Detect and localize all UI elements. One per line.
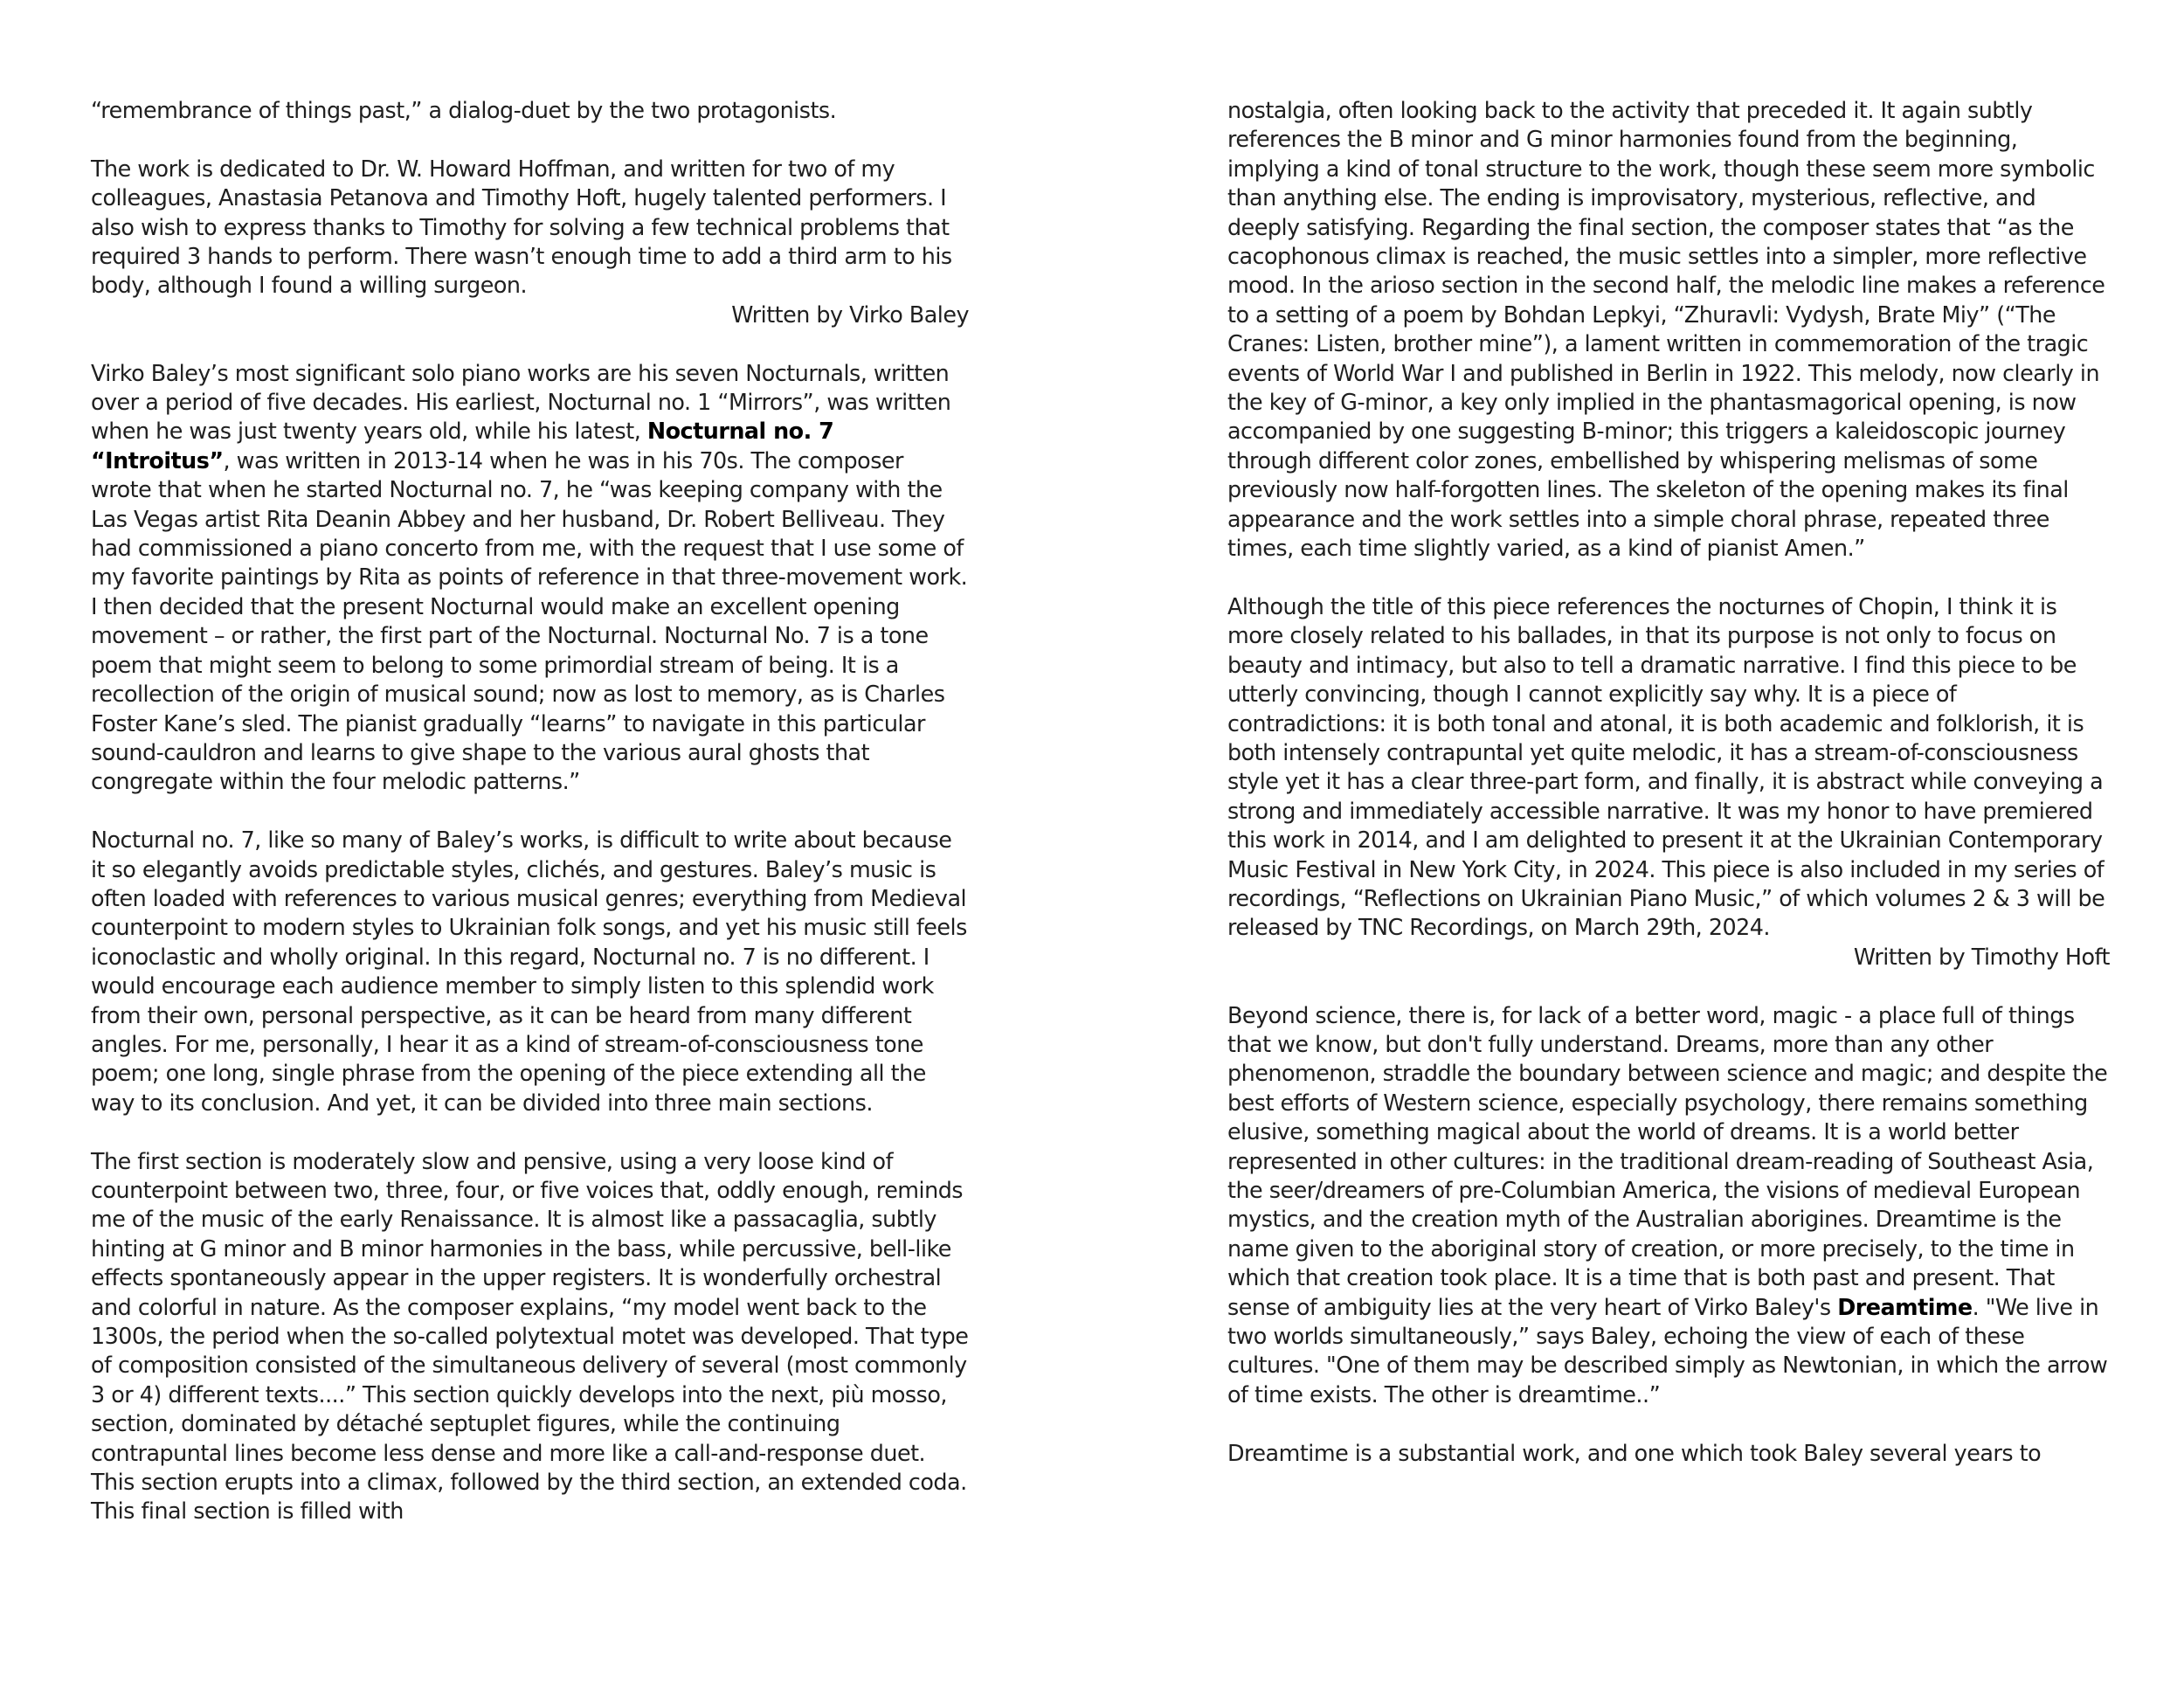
paragraph: “remembrance of things past,” a dialog-duet by the two protagonists. [91,97,837,123]
text-run: , was written in 2013-14 when he was in his 70s. The composer wrote that when he started Nocturnal no. 7, he “was keeping company with the Las Vegas artist Rita Deanin Abbey and her husband, Dr. Robert Belliveau. They had commissioned a piano concerto from me, with the request that I use some of my favorite paintings by Rita as points of reference in that three-movement work. I then decided that the present Nocturnal would make an excellent opening movement – or rather, the first part of the Nocturnal. Nocturnal No. 7 is a tone poem that might seem to belong to some primordial stream of being. It is a recollection of the origin of musical sound; now as lost to memory, as is Charles Foster Kane’s sled. The pianist gradually “learns” to navigate in this particular sound-cauldron and learns to give shape to the various aural ghosts that congregate within the four melodic patterns.” [91,446,968,795]
paragraph: Nocturnal no. 7, like so many of Baley’s works, is difficult to write about because it so elegantly avoids predictable styles, clichés, and gestures. Baley’s music is often loaded with references to various musical genres; everything from Medieval counterpoint to modern styles to Ukrainian folk songs, and yet his music still feels iconoclastic and wholly original. In this regard, Nocturnal no. 7 is no different. I would encourage each audience member to simply listen to this splendid work from their own, personal perspective, as it can be heard from many different angles. For me, personally, I hear it as a kind of stream-of-consciousness tone poem; one long, single phrase from the opening of the piece extending all the way to its conclusion. And yet, it can be divided into three main sections. [91,827,967,1116]
paragraph [91,359,969,797]
work-title: Nocturnal no. 7 “Introitus” [91,418,834,474]
text-run: . "We live in two worlds simultaneously,” says Baley, echoing the view of each of these cultures. "One of them may be described simply as Newtonian, in which the arrow of time exists. The other is dreamtime..” [1227,1293,2108,1408]
paragraph: Dreamtime is a substantial work, and one which took Baley several years to [1227,1439,2042,1466]
author-signature: Written by Virko Baley [731,301,969,328]
paragraph: The work is dedicated to Dr. W. Howard Hoffman, and written for two of my colleagues, Anastasia Petanova and Timothy Hoft, hugely talented performers. I also wish to express thanks to Timothy for solving a few technical problems that required 3 hands to perform. There wasn’t enough time to add a third arm to his body, although I found a willing surgeon. [91,155,952,299]
left-column [91,96,969,1526]
paragraph: nostalgia, often looking back to the activity that preceded it. It again subtly references the B minor and G minor harmonies found from the beginning, implying a kind of tonal structure to the work, though these seem more symbolic than anything else. The ending is improvisatory, mysterious, reflective, and deeply satisfying. Regarding the final section, the composer states that “as the cacophonous climax is reached, the music settles into a simpler, more reflective mood. In the arioso section in the second half, the melodic line makes a reference to a setting of a poem by Bohdan Lepkyi, “Zhuravli: Vydysh, Brate Miy” (“The Cranes: Listen, brother mine”), a lament written in commemoration of the tragic events of World War I and published in Berlin in 1922. This melody, now clearly in the key of G-minor, a key only implied in the phantasmagorical opening, is now accompanied by one suggesting B-minor; this triggers a kaleidoscopic journey through different color zones, embellished by whispering melismas of some previously now half-forgotten lines. The skeleton of the opening makes its final appearance and the work settles into a simple choral phrase, repeated three times, each time slightly varied, as a kind of pianist Amen.” [1227,97,2105,562]
paragraph [1227,1001,2110,1410]
right-column [1227,96,2110,1468]
paragraph: The first section is moderately slow and pensive, using a very loose kind of counterpoint between two, three, four, or five voices that, oddly enough, reminds me of the music of the early Renaissance. It is almost like a passacaglia, subtly hinting at G minor and B minor harmonies in the bass, while percussive, bell-like effects spontaneously appear in the upper registers. It is wonderfully orchestral and colorful in nature. As the composer explains, “my model went back to the 1300s, the period when the so-called polytextual motet was developed. That type of composition consisted of the simultaneous delivery of several (most commonly 3 or 4) different texts....” This section quickly develops into the next, più mosso, section, dominated by détaché septuplet figures, while the continuing contrapuntal lines become less dense and more like a call-and-response duet. This section erupts into a climax, followed by the third section, an extended coda. This final section is filled with [91,1147,969,1525]
text-run: Beyond science, there is, for lack of a better word, magic - a place full of things that we know, but don't fully understand. Dreams, more than any other phenomenon, straddle the boundary between science and magic; and despite the best efforts of Western science, especially psychology, there remains something elusive, something magical about the world of dreams. It is a world better represented in other cultures: in the traditional dream-reading of Southeast Asia, the seer/dreamers of pre-Columbian America, the visions of medieval European mystics, and the creation myth of the Australian aborigines. Dreamtime is the name given to the aboriginal story of creation, or more precisely, to the time in which that creation took place. It is a time that is both past and present. That sense of ambiguity lies at the very heart of Virko Baley's [1227,1001,2108,1320]
paragraph: Although the title of this piece references the nocturnes of Chopin, I think it is more closely related to his ballades, in that its purpose is not only to focus on beauty and intimacy, but also to tell a dramatic narrative. I find this piece to be utterly convincing, though I cannot explicitly say why. It is a piece of contradictions: it is both tonal and atonal, it is both academic and folklorish, it is both intensely contrapuntal yet quite melodic, it has a stream-of-consciousness style yet it has a clear three-part form, and finally, it is abstract while conveying a strong and immediately accessible narrative. It was my honor to have premiered this work in 2014, and I am delighted to present it at the Ukrainian Contemporary Music Festival in New York City, in 2024. This piece is also included in my series of recordings, “Reflections on Ukrainian Piano Music,” of which volumes 2 & 3 will be released by TNC Recordings, on March 29th, 2024. [1227,592,2105,941]
text-run: Virko Baley’s most significant solo piano works are his seven Nocturnals, written over a period of five decades. His earliest, Nocturnal no. 1 “Mirrors”, was written when he was just twenty years old, while his latest, [91,359,951,445]
work-title: Dreamtime [1837,1293,1973,1320]
author-signature: Written by Timothy Hoft [1853,943,2110,970]
